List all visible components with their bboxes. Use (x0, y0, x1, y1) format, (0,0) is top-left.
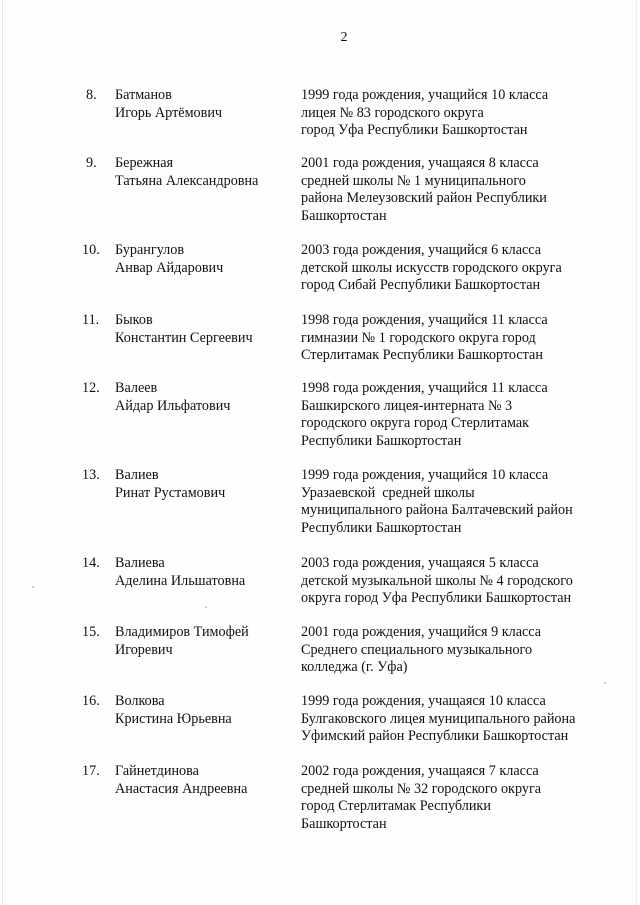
description-line: город Стерлитамак Республики (301, 798, 491, 815)
given-names: Анастасия Андреевна (115, 780, 248, 797)
description-line: Республики Башкортостан (301, 519, 462, 536)
entry-number: 8. (86, 87, 97, 103)
person-description (301, 624, 621, 677)
description-line: городского округа город Стерлитамак (301, 415, 530, 432)
given-names: Игоревич (115, 641, 173, 658)
entry-number: 14. (82, 555, 100, 571)
description-line: района Мелеузовский район Республики (301, 190, 547, 207)
surname: Гайнетдинова (115, 763, 199, 779)
given-names: Кристина Юрьевна (115, 710, 232, 727)
scan-speck (32, 586, 34, 588)
description-line: Булгаковского лицея муниципального района (301, 710, 576, 727)
description-line: гимназии № 1 городского округа город (301, 329, 536, 346)
description-line: детской школы искусств городского округа (301, 259, 562, 276)
description-line: 2002 года рождения, учащаяся 7 класса (301, 763, 539, 779)
scan-edge-right (636, 0, 637, 905)
description-line: 2001 года рождения, учащийся 9 класса (301, 624, 542, 640)
person-description (301, 155, 621, 225)
person-description (301, 312, 621, 365)
entry-number: 10. (82, 242, 100, 258)
description-line: Уфимский район Республики Башкортостан (301, 728, 569, 745)
description-line: Уразаевской средней школы (301, 484, 475, 501)
surname: Бурангулов (115, 242, 185, 258)
description-line: округа город Уфа Республики Башкортостан (301, 590, 572, 607)
surname: Владимиров Тимофей (115, 624, 249, 640)
entry-number: 12. (82, 380, 100, 396)
surname: Волкова (115, 693, 165, 709)
person-description (301, 763, 621, 833)
description-line: колледжа (г. Уфа) (301, 659, 408, 676)
description-line: 2003 года рождения, учащаяся 5 класса (301, 555, 539, 571)
description-line: Башкирского лицея-интерната № 3 (301, 397, 513, 414)
description-line: 1999 года рождения, учащаяся 10 класса (301, 693, 546, 709)
given-names: Ринат Рустамович (115, 484, 226, 501)
description-line: муниципального района Балтачевский район (301, 502, 573, 519)
page-number: 2 (340, 30, 348, 45)
description-line: Республики Башкортостан (301, 432, 462, 449)
person-description (301, 555, 621, 608)
description-line: детской музыкальной школы № 4 городского (301, 572, 573, 589)
surname: Бережная (115, 155, 174, 171)
entry-number: 13. (82, 467, 100, 483)
surname: Валиева (115, 555, 165, 571)
person-description (301, 467, 621, 537)
person-name (115, 693, 295, 728)
entry-number: 11. (82, 312, 100, 328)
description-line: Среднего специального музыкального (301, 641, 533, 658)
person-name (115, 624, 295, 659)
given-names: Игорь Артёмович (115, 104, 223, 121)
description-line: 1998 года рождения, учащийся 11 класса (301, 312, 548, 328)
description-line: город Сибай Республики Башкортостан (301, 277, 541, 294)
entry-number: 17. (82, 763, 100, 779)
description-line: лицея № 83 городского округа (301, 104, 484, 121)
person-name (115, 555, 295, 590)
description-line: Башкортостан (301, 815, 387, 832)
scan-speck (604, 682, 606, 684)
entry-number: 16. (82, 693, 100, 709)
person-name (115, 155, 295, 190)
given-names: Константин Сергеевич (115, 329, 253, 346)
surname: Быков (115, 312, 153, 328)
person-description (301, 380, 621, 450)
description-line: 2003 года рождения, учащийся 6 класса (301, 242, 542, 258)
description-line: Стерлитамак Республики Башкортостан (301, 347, 543, 364)
person-description (301, 87, 621, 140)
scan-edge-left (2, 0, 3, 905)
description-line: 1999 года рождения, учащийся 10 класса (301, 87, 549, 103)
description-line: средней школы № 32 городского округа (301, 780, 542, 797)
person-name (115, 242, 295, 277)
entry-number: 15. (82, 624, 100, 640)
person-name (115, 380, 295, 415)
description-line: 2001 года рождения, учащаяся 8 класса (301, 155, 539, 171)
description-line: город Уфа Республики Башкортостан (301, 122, 528, 139)
entry-number: 9. (86, 155, 97, 171)
person-name (115, 312, 295, 347)
scan-speck (205, 606, 207, 608)
surname: Батманов (115, 87, 172, 103)
person-description (301, 242, 621, 295)
person-name (115, 467, 295, 502)
given-names: Айдар Ильфатович (115, 397, 231, 414)
given-names: Аделина Ильшатовна (115, 572, 246, 589)
person-name (115, 763, 295, 798)
description-line: средней школы № 1 муниципального (301, 172, 526, 189)
given-names: Татьяна Александровна (115, 172, 259, 189)
surname: Валиев (115, 467, 159, 483)
description-line: 1998 года рождения, учащийся 11 класса (301, 380, 548, 396)
surname: Валеев (115, 380, 158, 396)
person-name (115, 87, 295, 122)
description-line: Башкортостан (301, 207, 387, 224)
person-description (301, 693, 621, 746)
given-names: Анвар Айдарович (115, 259, 224, 276)
description-line: 1999 года рождения, учащийся 10 класса (301, 467, 549, 483)
